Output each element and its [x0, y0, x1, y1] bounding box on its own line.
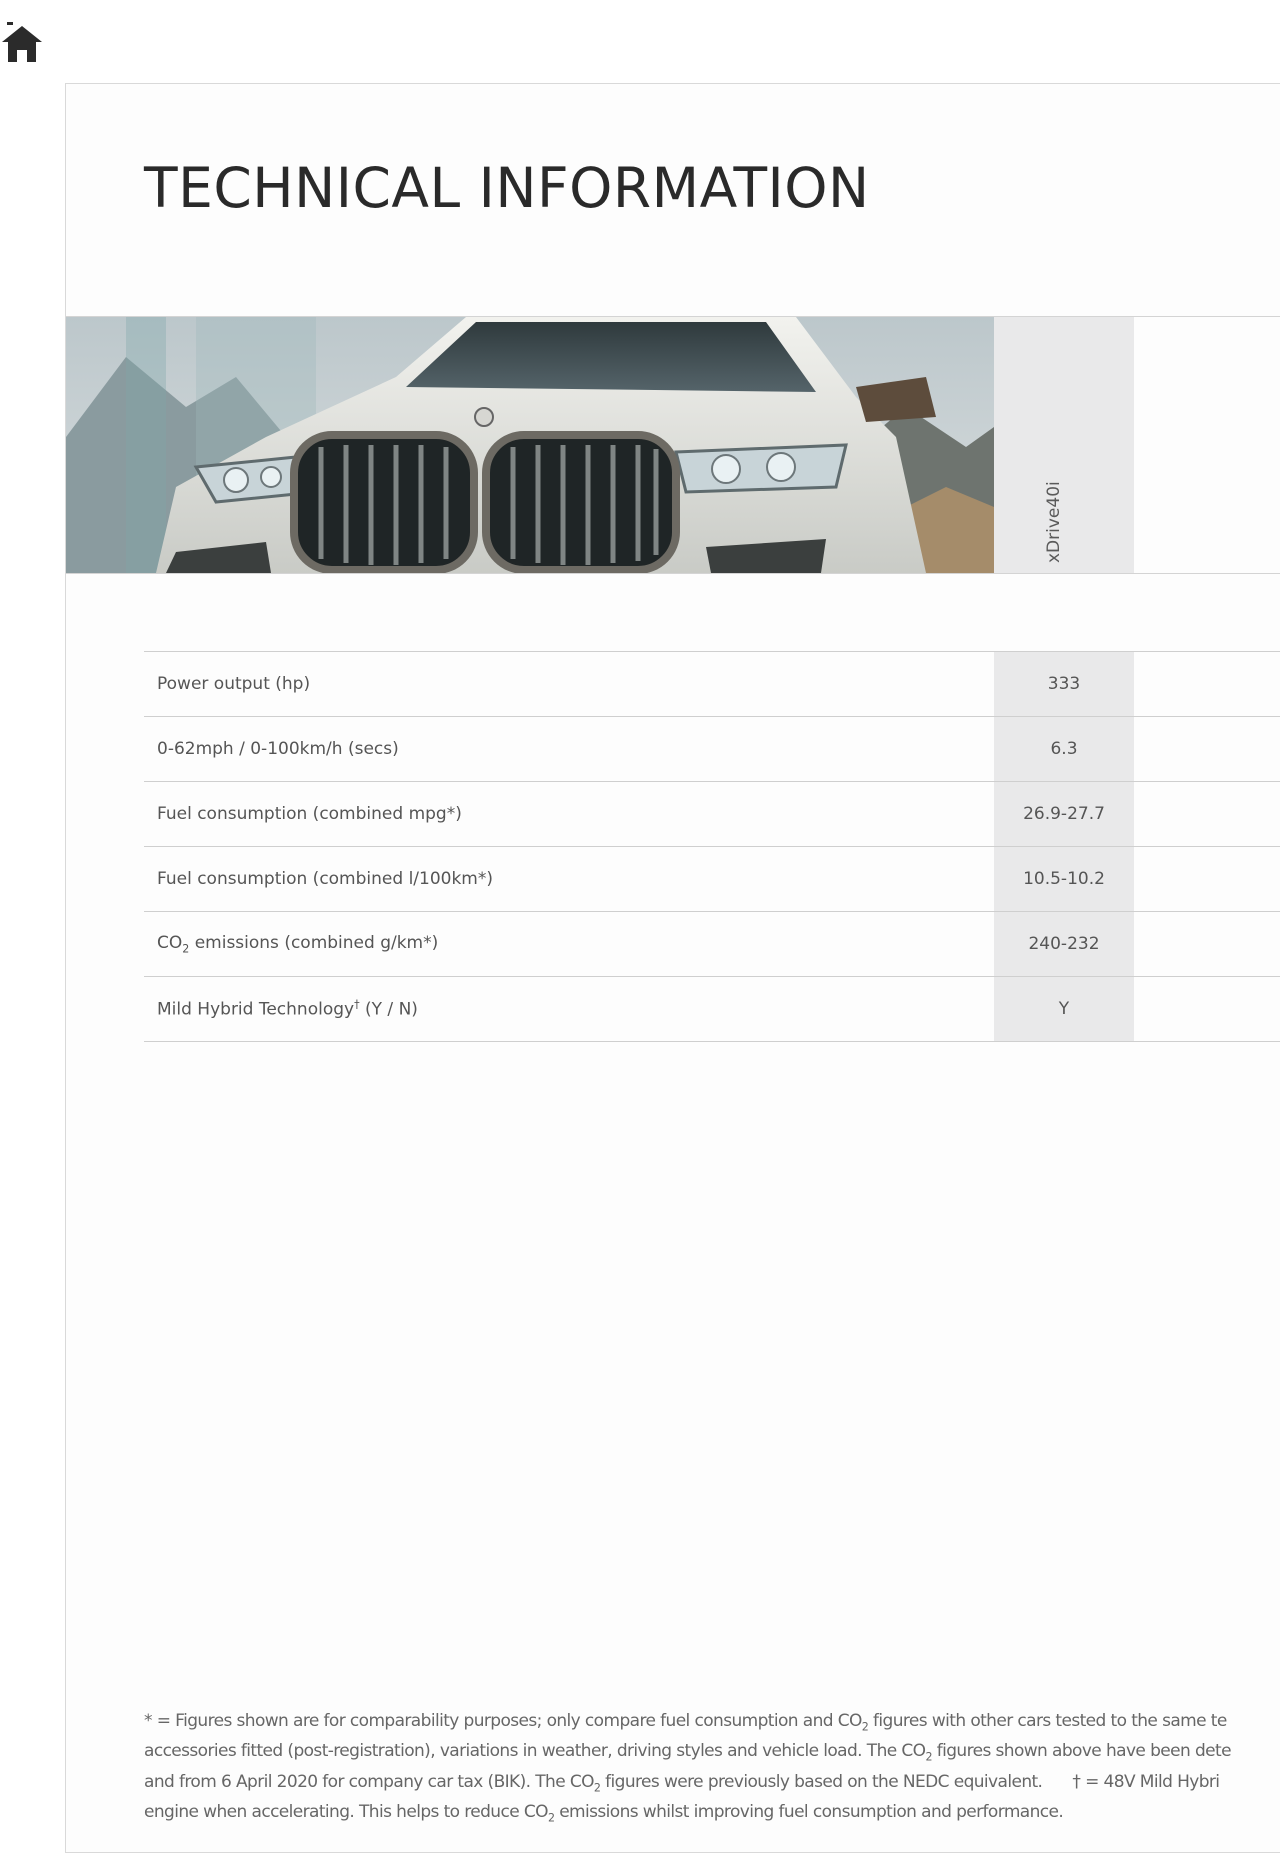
spec-value: 26.9-27.7 [994, 782, 1134, 847]
spec-label: 0-62mph / 0-100km/h (secs) [144, 717, 994, 782]
spec-label [144, 912, 994, 977]
dagger-mark: † [354, 998, 360, 1012]
footnote-line-3: and from 6 April 2020 for company car tax (BIK). The $CO_2$ figures were previously based on the NEDC equivalent. † = 48V Mild Hybri [144, 1771, 1220, 1795]
car-hero-image [66, 317, 994, 573]
table-row [144, 977, 1280, 1042]
hero-strip [66, 316, 1280, 574]
footnote-line-2: accessories fitted (post-registration), variations in weather, driving styles and vehicle load. The $CO_2$ figures shown above have been dete [144, 1741, 1231, 1764]
table-row [144, 847, 1280, 912]
model-name: xDrive40i [1044, 481, 1064, 563]
spec-value: 240-232 [994, 912, 1134, 977]
empty-cell [1134, 717, 1280, 782]
spec-value: 6.3 [994, 717, 1134, 782]
empty-cell [1134, 782, 1280, 847]
spec-label-suffix: (Y / N) [359, 999, 418, 1020]
page-title: TECHNICAL INFORMATION [144, 156, 870, 220]
model-column-header [994, 317, 1134, 573]
home-icon [0, 18, 48, 66]
table-row [144, 717, 1280, 782]
spec-label [144, 977, 994, 1042]
spec-label: Fuel consumption (combined l/100km*) [144, 847, 994, 912]
footnote-line-4: engine when accelerating. This helps to reduce $CO_2$ emissions whilst improving fuel consumption and performance. [144, 1802, 1064, 1825]
spec-value: 10.5-10.2 [994, 847, 1134, 912]
table-row [144, 782, 1280, 847]
spec-value: Y [994, 977, 1134, 1042]
spec-label-suffix: emissions (combined g/km*) [189, 932, 439, 953]
spec-table [144, 651, 1280, 1042]
empty-cell [1134, 652, 1280, 717]
spec-value: 333 [994, 652, 1134, 717]
spec-label-prefix: CO [157, 932, 183, 953]
subscript-2: 2 [182, 942, 190, 956]
page-panel [65, 83, 1280, 1853]
home-button[interactable] [0, 18, 48, 66]
empty-cell [1134, 847, 1280, 912]
spec-label: Power output (hp) [144, 652, 994, 717]
footnote-line-1: * = Figures shown are for comparability purposes; only compare fuel consumption and $CO_2$ figures with other cars tested to the same te [144, 1711, 1227, 1734]
empty-cell [1134, 912, 1280, 977]
spec-label-prefix: Mild Hybrid Technology [157, 999, 355, 1020]
table-row [144, 912, 1280, 977]
footnote [144, 1709, 1280, 1831]
spec-label: Fuel consumption (combined mpg*) [144, 782, 994, 847]
table-row [144, 652, 1280, 717]
empty-cell [1134, 977, 1280, 1042]
